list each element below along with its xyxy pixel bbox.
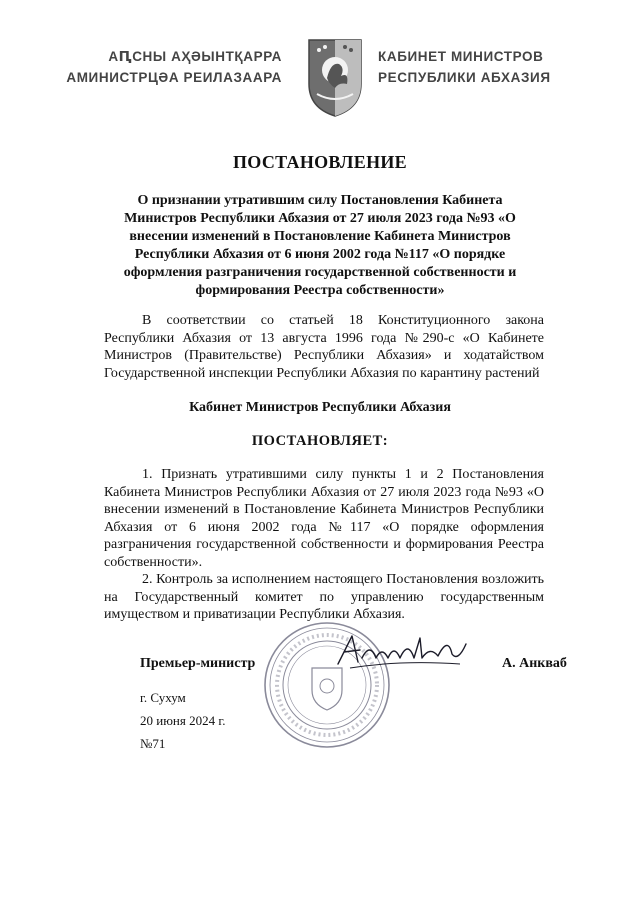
state-emblem-icon <box>305 38 365 118</box>
document-type: ПОСТАНОВЛЕНИЕ <box>233 152 407 172</box>
letterhead-russian-line1: КАБИНЕТ МИНИСТРОВ <box>378 49 544 64</box>
letterhead-russian-line2: РЕСПУБЛИКИ АБХАЗИЯ <box>378 70 551 85</box>
letterhead-abkhaz-line1: АԤСНЫ АҲӘЫНТҚАРРА <box>108 49 282 64</box>
handwritten-signature <box>330 628 470 678</box>
document-title: О признании утратившим силу Постановления Кабинета Министров Республики Абхазия от 27 июля 2023 года №93 «О внесении изменений в Постановление Кабинета Министров Республики Абхазия от 6 июня 2002 года №117 «О порядке оформления разграничения государственной собственности и формирования Реестра собственности» <box>123 193 517 298</box>
letterhead-abkhaz-line2: АМИНИСТРЦӘА РЕИЛАЗААРА <box>66 70 282 85</box>
document-number: №71 <box>140 736 166 751</box>
preamble: В соответствии со статьей 18 Конституционного закона Республики Абхазия от 13 августа 1996 года №290-с «О Кабинете Министров (Правительстве) Республики Абхазия» и ходатайством Государственной инспекции Республики Абхазия по карантину растений <box>104 313 544 381</box>
issue-city: г. Сухум <box>140 690 186 705</box>
resolves-heading: ПОСТАНОВЛЯЕТ: <box>251 433 389 449</box>
letterhead <box>0 38 640 118</box>
resolution-item: 2. Контроль за исполнением настоящего Постановления возложить на Государственный комитет по управлению государственным имуществом и приватизации Республики Абхазия. <box>104 572 544 622</box>
issue-date: 20 июня 2024 г. <box>140 713 226 728</box>
letterhead-russian <box>378 46 551 88</box>
resolution-items <box>104 466 544 624</box>
letterhead-abkhaz <box>66 46 282 88</box>
resolution-item: 1. Признать утратившими силу пункты 1 и 2 Постановления Кабинета Министров Республики Абхазия от 27 июля 2023 года №93 «О внесении изменений в Постановление Кабинета Министров Республики Абхазия от 6 июня 2002 года №117 «О порядке оформления разграничения государственной собственности и формирования Реестра собственности». <box>104 467 544 570</box>
signatory-position: Премьер-министр <box>140 656 256 671</box>
signatory-name: А. Анкваб <box>502 656 567 671</box>
issuing-body: Кабинет Министров Республики Абхазия <box>189 400 451 415</box>
